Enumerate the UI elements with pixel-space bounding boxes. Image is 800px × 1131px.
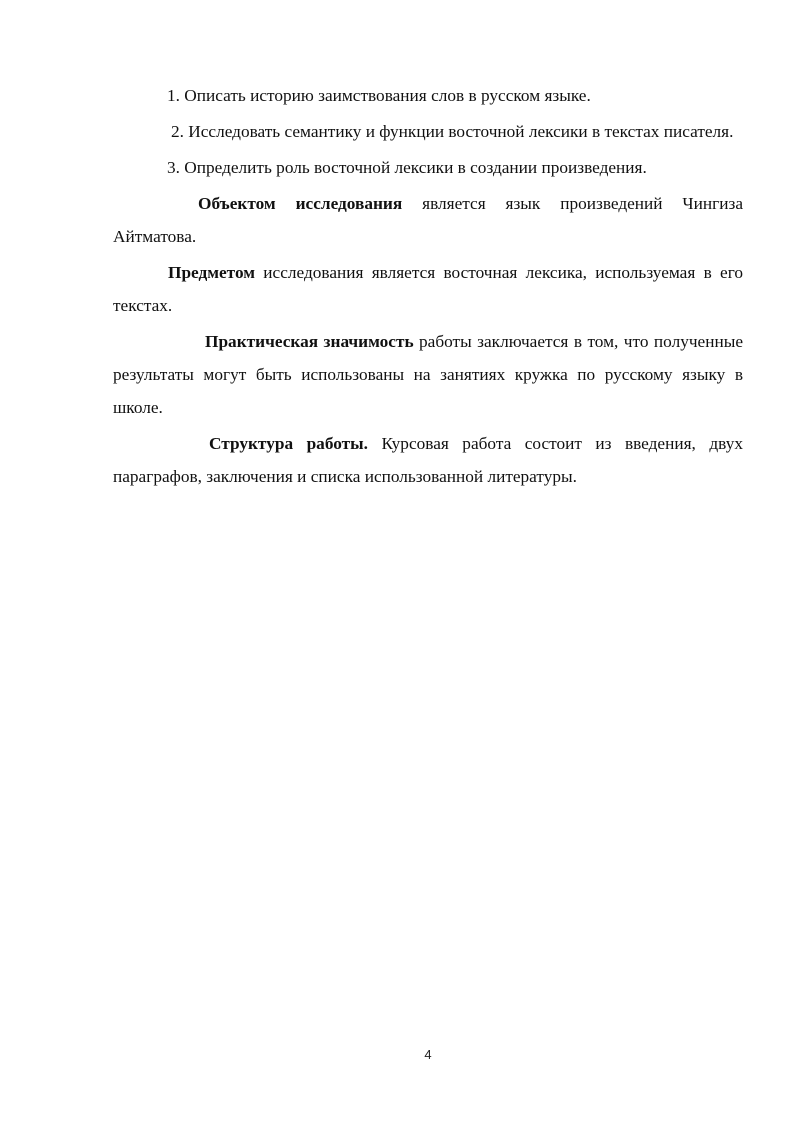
research-subject-paragraph xyxy=(113,256,743,322)
research-subject-text: исследования является восточная лексика, используемая в его текстах. xyxy=(113,263,743,315)
task-item-3-text: 3. Определить роль восточной лексики в создании произведения. xyxy=(167,158,647,177)
research-subject-heading: Предметом xyxy=(168,263,256,282)
task-item-3 xyxy=(113,151,743,184)
task-item-1 xyxy=(113,79,743,112)
work-structure-text: Курсовая работа состоит из введения, двух параграфов, заключения и списка использованной литературы. xyxy=(113,434,743,486)
practical-significance-paragraph xyxy=(113,325,743,424)
task-item-2-text: 2. Исследовать семантику и функции восточной лексики в текстах писателя. xyxy=(171,122,734,141)
document-body xyxy=(113,79,743,493)
research-object-text: является язык произведений Чингиза Айтматова. xyxy=(113,194,743,246)
practical-significance-text: работы заключается в том, что полученные результаты могут быть использованы на занятиях кружка по русскому языку в школе. xyxy=(113,332,743,417)
task-item-1-text: 1. Описать историю заимствования слов в русском языке. xyxy=(167,86,591,105)
work-structure-paragraph xyxy=(113,427,743,493)
research-object-paragraph xyxy=(113,187,743,253)
practical-significance-heading: Практическая значимость xyxy=(205,332,414,351)
task-item-2 xyxy=(113,115,743,148)
work-structure-heading: Структура работы. xyxy=(209,434,368,453)
page-number: 4 xyxy=(424,1047,432,1062)
research-object-heading: Объектом исследования xyxy=(198,194,403,213)
